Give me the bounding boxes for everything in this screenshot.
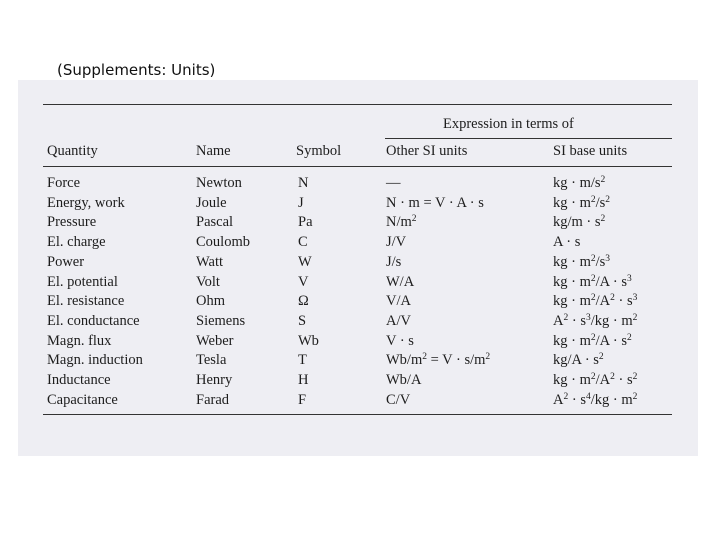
- header-name: Name: [196, 143, 231, 159]
- name-cell: Farad: [196, 391, 230, 408]
- header-other-si: Other SI units: [386, 143, 468, 159]
- other-si-cell: J/s: [386, 253, 402, 270]
- si-base-cell: $A^2 \cdot s^4/kg \cdot m^2$: [553, 391, 638, 408]
- quantity-cell: Inductance: [47, 372, 111, 388]
- quantity-cell: Energy, work: [47, 194, 125, 211]
- header-quantity: Quantity: [47, 143, 98, 159]
- quantity-cell: Pressure: [47, 214, 97, 231]
- symbol-cell: J: [298, 194, 304, 211]
- name-cell: Tesla: [196, 352, 227, 369]
- name-cell: Henry: [196, 372, 233, 388]
- group-header-rule: [385, 138, 672, 139]
- si-base-cell: kg · $m^2/A \cdot s^3$: [553, 273, 632, 290]
- units-table-scan: [18, 80, 698, 456]
- symbol-cell: T: [298, 352, 307, 369]
- quantity-cell: Magn. flux: [47, 332, 112, 349]
- other-si-cell: V · s: [386, 332, 414, 349]
- header-si-base: SI base units: [553, 143, 628, 159]
- other-si-cell: J/V: [386, 234, 407, 251]
- symbol-cell: Pa: [298, 214, 313, 231]
- symbol-cell: Ω: [298, 293, 309, 310]
- symbol-cell: N: [298, 175, 309, 191]
- symbol-cell: V: [298, 273, 309, 290]
- quantity-cell: El. potential: [47, 273, 118, 290]
- other-si-cell: C/V: [386, 391, 411, 408]
- si-base-cell: $kg/A \cdot s^2$: [553, 352, 604, 369]
- name-cell: Watt: [196, 253, 224, 270]
- quantity-cell: Power: [47, 253, 85, 270]
- name-cell: Siemens: [196, 312, 246, 329]
- quantity-cell: El. conductance: [47, 312, 140, 329]
- name-cell: Pascal: [196, 214, 234, 231]
- si-base-cell: $A^2 \cdot s^3/kg \cdot m^2$: [553, 312, 638, 329]
- symbol-cell: H: [298, 372, 309, 388]
- symbol-cell: Wb: [298, 332, 319, 349]
- name-cell: Coulomb: [196, 234, 250, 251]
- symbol-cell: C: [298, 234, 308, 251]
- si-base-cell: kg · $m^2/A^2 \cdot s^3$: [553, 293, 638, 310]
- table-top-rule: [43, 104, 672, 105]
- other-si-cell: N · m = V · A · s: [386, 194, 484, 211]
- si-base-cell: kg · $m^2/A \cdot s^2$: [553, 332, 632, 349]
- symbol-cell: S: [298, 312, 307, 329]
- table-bottom-rule: [43, 414, 672, 415]
- other-si-cell: W/A: [386, 273, 415, 290]
- header-rule: [43, 166, 672, 167]
- quantity-cell: Capacitance: [47, 391, 118, 408]
- si-base-cell: $kg/m \cdot s^2$: [553, 214, 606, 231]
- si-base-cell: kg · $m^2/s^3$: [553, 253, 611, 270]
- si-base-cell: A · s: [553, 234, 581, 251]
- name-cell: Joule: [196, 194, 227, 211]
- other-si-cell: $Wb/m^2 = V \cdot s/m^2$: [386, 352, 491, 369]
- quantity-cell: Force: [47, 175, 81, 191]
- other-si-cell: Wb/A: [386, 372, 422, 388]
- name-cell: Weber: [196, 332, 234, 349]
- quantity-cell: El. resistance: [47, 293, 125, 310]
- si-base-cell: kg · $m^2/s^2$: [553, 194, 611, 211]
- other-si-cell: $N/m^2$: [386, 214, 417, 231]
- group-header: Expression in terms of: [443, 116, 574, 132]
- header-symbol: Symbol: [296, 143, 342, 159]
- symbol-cell: F: [298, 391, 307, 408]
- name-cell: Newton: [196, 175, 242, 191]
- quantity-cell: Magn. induction: [47, 352, 143, 369]
- other-si-cell: V/A: [386, 293, 411, 310]
- si-base-cell: kg · $m^2/A^2 \cdot s^2$: [553, 372, 638, 388]
- other-si-cell: —: [386, 175, 401, 191]
- name-cell: Volt: [196, 273, 220, 290]
- si-base-cell: kg · $m/s^2$: [553, 175, 606, 191]
- name-cell: Ohm: [196, 293, 225, 310]
- slide-caption: (Supplements: Units): [57, 61, 216, 79]
- other-si-cell: A/V: [386, 312, 411, 329]
- symbol-cell: W: [298, 253, 312, 270]
- quantity-cell: El. charge: [47, 234, 106, 251]
